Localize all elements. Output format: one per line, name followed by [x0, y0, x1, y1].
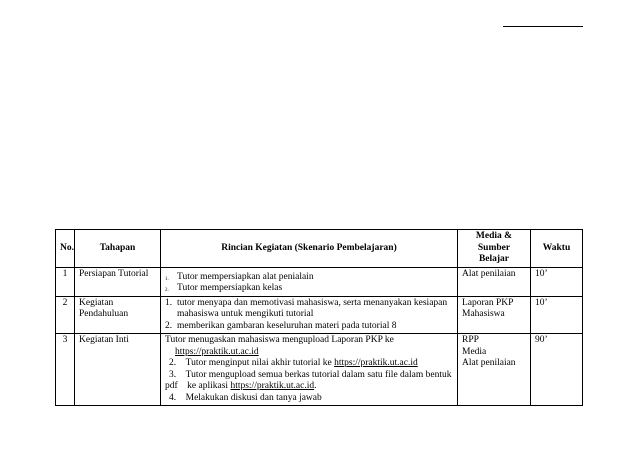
header-waktu: Waktu — [531, 230, 583, 268]
table-header-row — [56, 230, 583, 268]
item-text: memberikan gambaran keseluruhan materi pada tutorial 8 — [177, 320, 397, 331]
header-tahapan: Tahapan — [75, 230, 161, 268]
row-tahapan: Persiapan Tutorial — [75, 267, 161, 296]
list-item — [165, 283, 453, 295]
item-text: Tutor menginput nilai akhir tutorial ke — [185, 358, 332, 368]
header-media — [458, 230, 531, 268]
header-media-line2: Sumber — [477, 242, 511, 253]
praktik-link[interactable]: https://praktik.ut.ac.id — [334, 358, 418, 368]
praktik-link[interactable]: https://praktik.ut.ac.id — [175, 346, 259, 357]
row-media — [458, 334, 531, 406]
tahapan-line: Kegiatan — [79, 297, 114, 308]
list-item — [165, 335, 453, 347]
media-item: Alat penilaian — [462, 268, 516, 279]
item-text: tutor menyapa dan memotivasi mahasiswa, serta menanyakan kesiapan mahasiswa untuk mengikuti tutorial — [177, 297, 448, 319]
row-media — [458, 267, 531, 296]
item-text: Tutor mempersiapkan kelas — [177, 283, 283, 293]
list-item-link-line — [165, 347, 453, 359]
lesson-plan-table — [55, 229, 583, 406]
list-item — [165, 272, 453, 284]
item-number: 2. — [169, 358, 177, 368]
item-number: 2. — [165, 288, 169, 293]
item-text: . — [314, 381, 317, 391]
row-tahapan — [75, 296, 161, 334]
item-number: 1. — [165, 276, 169, 282]
row-number: 3 — [56, 334, 75, 406]
row-rincian — [161, 296, 458, 334]
row-tahapan: Kegiatan Inti — [75, 334, 161, 406]
header-no: No. — [56, 230, 75, 268]
header-rule — [503, 26, 583, 27]
praktik-link[interactable]: https://praktik.ut.ac.id — [230, 381, 315, 391]
item-number: 4. — [169, 392, 177, 403]
list-item — [165, 393, 453, 405]
row-rincian — [161, 334, 458, 406]
table-row — [56, 334, 583, 406]
table-row — [56, 267, 583, 296]
row-number: 2 — [56, 296, 75, 334]
item-text: pdf — [165, 381, 178, 391]
item-number: 1. — [165, 297, 173, 308]
header-rincian: Rincian Kegiatan (Skenario Pembelajaran) — [161, 230, 458, 268]
header-media-line1: Media & — [475, 231, 513, 241]
table-row — [56, 296, 583, 334]
row-media — [458, 296, 531, 334]
item-number: 2. — [165, 320, 173, 331]
list-item — [165, 321, 453, 333]
item-text: ke aplikasi — [187, 381, 229, 391]
list-item-continuation — [165, 381, 453, 393]
list-item — [165, 370, 453, 382]
tahapan-line: Pendahuluan — [79, 309, 129, 319]
row-waktu: 10’ — [531, 296, 583, 334]
item-number: 3. — [169, 369, 177, 380]
media-item: Media — [462, 346, 487, 357]
item-text: Tutor mempersiapkan alat penialain — [177, 271, 314, 282]
item-text: Tutor menugaskan mahasiswa mengupload Laporan PKP ke — [165, 335, 394, 345]
media-item: Laporan PKP — [462, 297, 514, 308]
list-item — [165, 358, 453, 370]
item-text: Melakukan diskusi dan tanya jawab — [185, 392, 322, 403]
header-media-line3: Belajar — [478, 254, 510, 264]
row-waktu: 90’ — [531, 334, 583, 406]
row-waktu: 10’ — [531, 267, 583, 296]
media-item: Alat penilaian — [462, 358, 516, 368]
item-text: Tutor mengupload semua berkas tutorial dalam satu file dalam bentuk — [185, 369, 452, 380]
list-item — [165, 298, 453, 321]
row-rincian — [161, 267, 458, 296]
row-number: 1 — [56, 267, 75, 296]
media-item: RPP — [462, 335, 479, 345]
media-item: Mahasiswa — [462, 309, 505, 319]
